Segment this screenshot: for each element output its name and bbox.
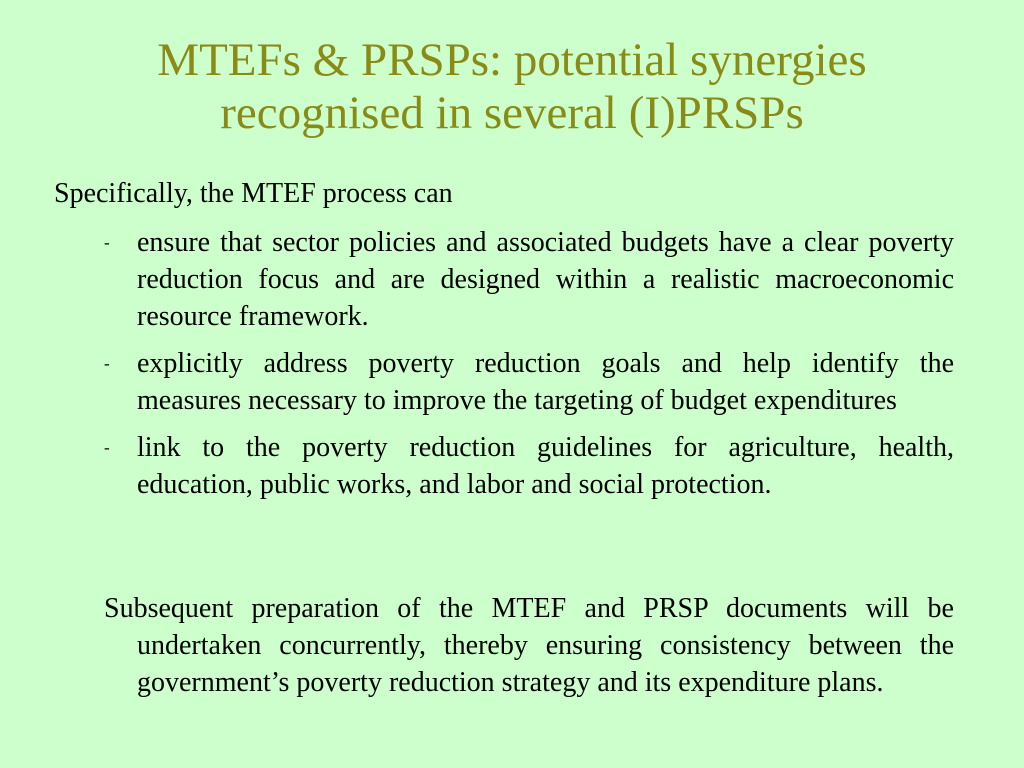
slide-title-line-2: recognised in several (I)PRSPs [220, 87, 804, 139]
dash-bullet-icon: - [104, 233, 110, 252]
closing-paragraph: Subsequent preparation of the MTEF and PRSP documents will be undertaken concurrently, thereby ensuring consistency between the government’s poverty reduction strategy and its expenditure plans. [104, 593, 954, 698]
bullet-text-2: explicitly address poverty reduction goals and help identify the measures necessary to improve the targeting of budget expenditures [137, 348, 954, 416]
bullet-list [104, 224, 954, 513]
lead-text: Specifically, the MTEF process can [54, 178, 453, 209]
bullet-item-1 [104, 224, 954, 335]
bullet-item-2 [104, 345, 954, 419]
dash-bullet-icon: - [104, 438, 110, 457]
bullet-text-1: ensure that sector policies and associated budgets have a clear poverty reduction focus and are designed within a realistic macroeconomic resource framework. [137, 227, 954, 332]
slide-title [40, 34, 984, 140]
bullet-item-3 [104, 429, 954, 503]
slide-title-line-1: MTEFs & PRSPs: potential synergies [157, 34, 867, 86]
dash-bullet-icon: - [104, 354, 110, 373]
bullet-text-3: link to the poverty reduction guidelines for agriculture, health, education, public works, and labor and social protection. [137, 432, 954, 500]
